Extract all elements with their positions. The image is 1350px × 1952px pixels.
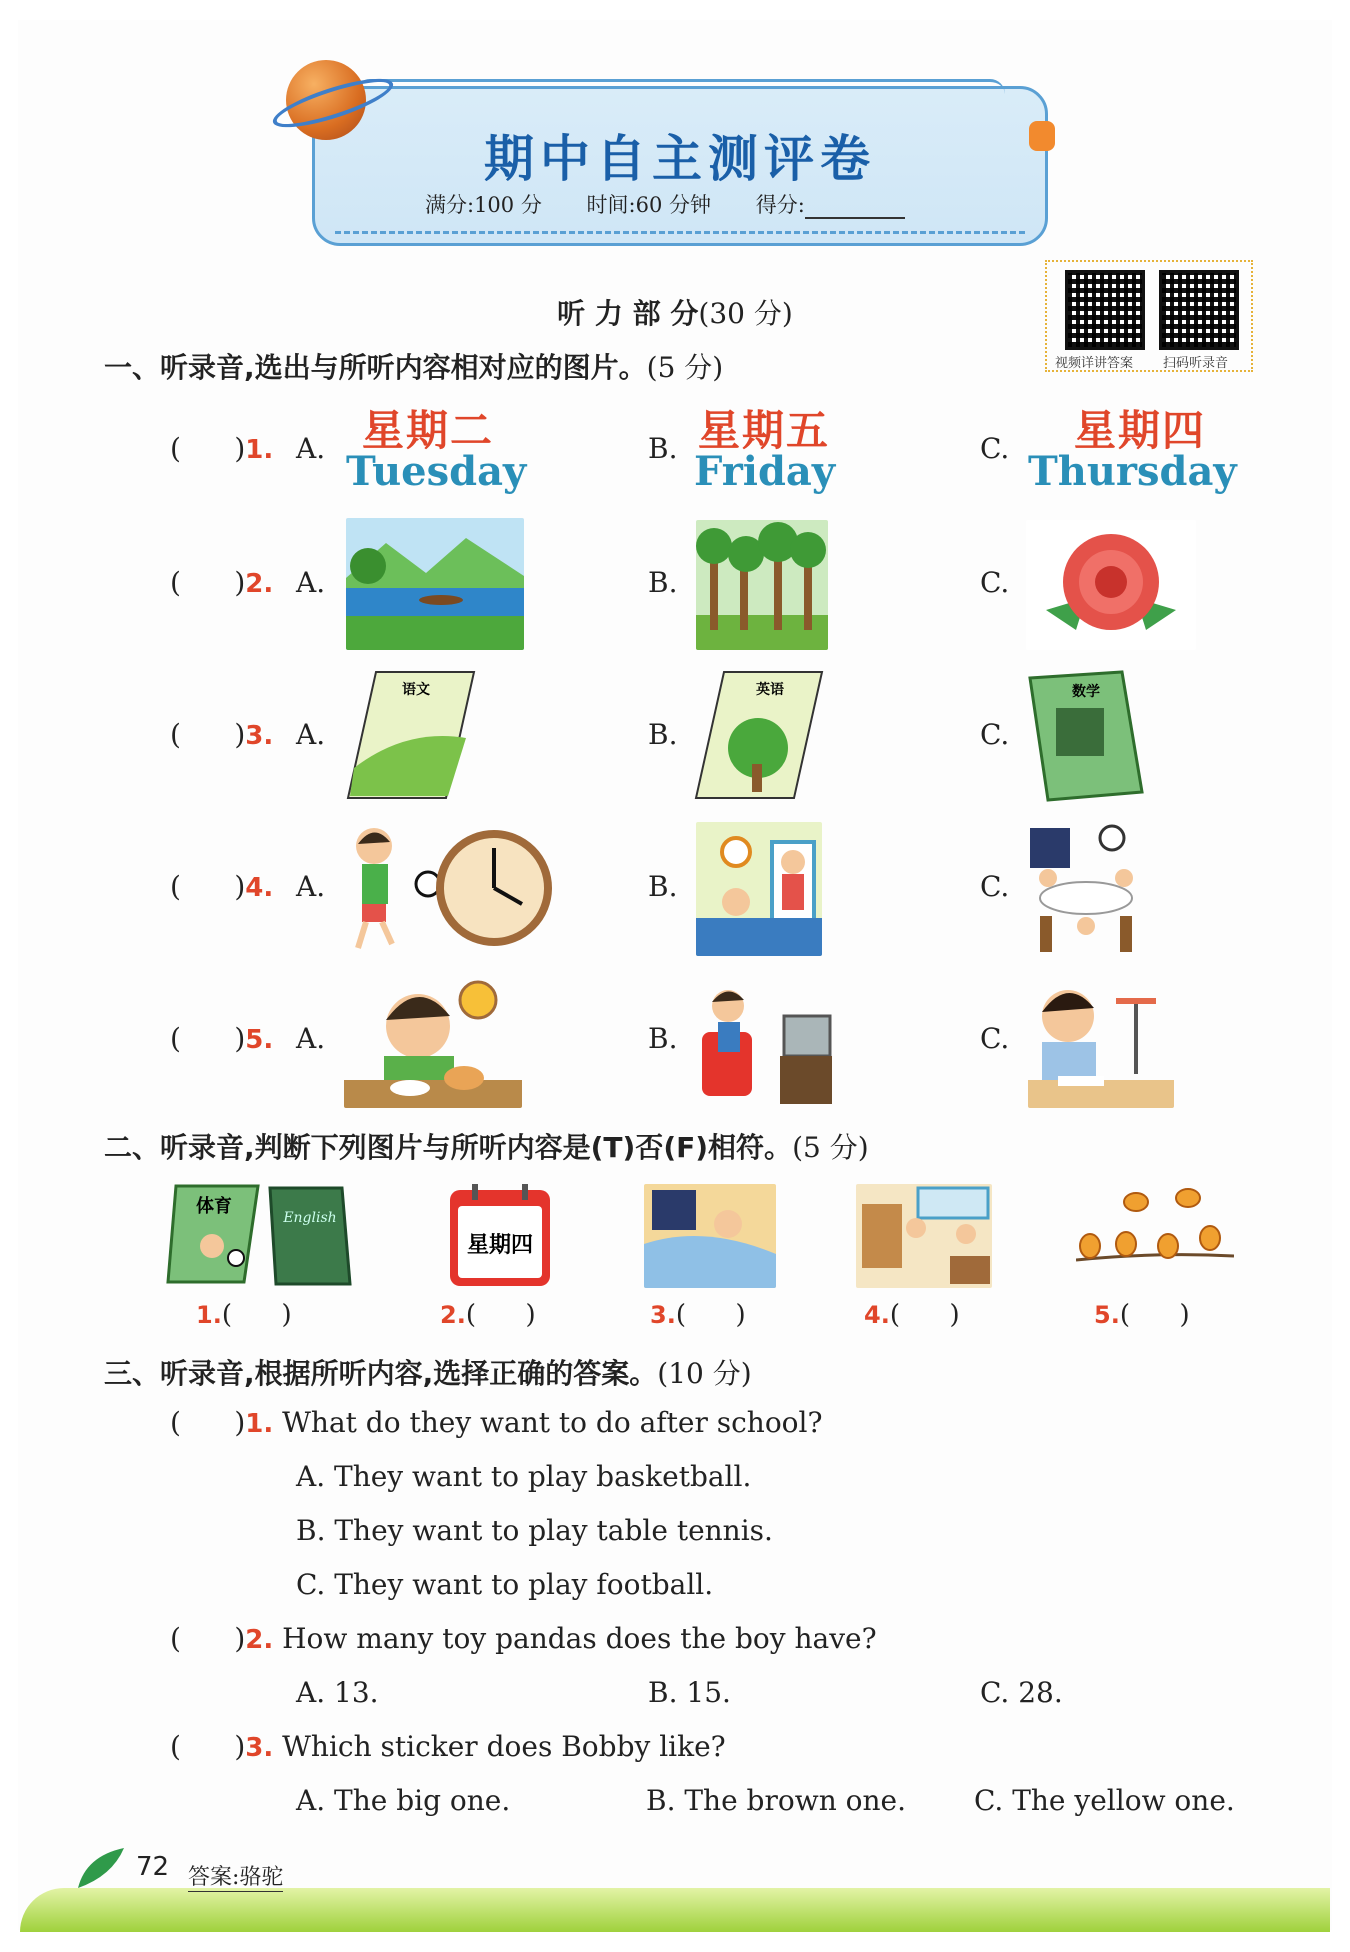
option-c-label: C. xyxy=(980,566,1010,599)
score-field xyxy=(756,193,905,217)
exam-info xyxy=(425,189,943,219)
question-text: What do they want to do after school? xyxy=(282,1406,823,1439)
option-c: C. They want to play football. xyxy=(296,1568,714,1601)
option-b: B. They want to play table tennis. xyxy=(296,1514,773,1547)
score-label: 得分: xyxy=(755,193,805,217)
boy-doing-homework-image xyxy=(1028,976,1174,1108)
day-english-c: Thursday xyxy=(1028,448,1237,495)
calendar-label: 星期四 xyxy=(466,1232,534,1258)
part1-heading xyxy=(104,346,723,386)
banner-fold xyxy=(355,79,1005,94)
day-chinese-a: 星期二 xyxy=(362,406,495,455)
boy-football-clock-image xyxy=(344,822,552,956)
section-title-text: 听 力 部 分 xyxy=(557,297,699,330)
option-b: B. 15. xyxy=(648,1676,731,1709)
answer-blank[interactable]: ( ) xyxy=(170,1406,246,1439)
option-c-label: C. xyxy=(980,1022,1010,1055)
option-c: C. 28. xyxy=(980,1676,1063,1709)
item-number: 4. xyxy=(864,1301,890,1329)
option-b: B. The brown one. xyxy=(646,1784,906,1817)
book-label-math: 数学 xyxy=(1072,684,1100,700)
english-book-image xyxy=(694,668,824,804)
part3-heading-text: 三、听录音,根据所听内容,选择正确的答案。 xyxy=(104,1357,658,1390)
part3-heading xyxy=(104,1352,752,1392)
answer-blank[interactable]: ( ) xyxy=(170,1622,246,1655)
lake-landscape-image xyxy=(346,518,524,650)
option-a-label: A. xyxy=(296,1022,326,1055)
option-c-label: C. xyxy=(980,870,1010,903)
banner-divider xyxy=(335,231,1025,234)
time-limit: 时间:60 分钟 xyxy=(586,193,712,217)
answer-blank[interactable]: 2.( ) xyxy=(440,1300,536,1330)
footer-bar xyxy=(20,1888,1330,1932)
part2-heading xyxy=(104,1126,869,1166)
boy-waking-up-image xyxy=(696,822,822,956)
qr-caption-video: 视频详讲答案 xyxy=(1055,356,1134,371)
option-a-label: A. xyxy=(296,870,326,903)
option-a: A. 13. xyxy=(296,1676,379,1709)
question-2 xyxy=(170,1622,877,1655)
option-a: A. They want to play basketball. xyxy=(296,1460,752,1493)
option-c: C. The yellow one. xyxy=(974,1784,1235,1817)
section-title xyxy=(0,292,1350,332)
answer-blank[interactable]: ( )2. xyxy=(170,566,274,599)
book-label-chinese: 语文 xyxy=(402,682,430,698)
day-chinese-c: 星期四 xyxy=(1074,406,1207,455)
option-b-label: B. xyxy=(648,432,678,465)
answer-blank[interactable]: 3.( ) xyxy=(650,1300,746,1330)
boy-eating-breakfast-image xyxy=(344,976,522,1108)
answer-blank[interactable]: ( )5. xyxy=(170,1022,274,1055)
header-banner xyxy=(312,86,1048,246)
answer-note: 答案:骆驼 xyxy=(188,1860,283,1892)
question-text: Which sticker does Bobby like? xyxy=(282,1730,726,1763)
section-points: (30 分) xyxy=(698,297,793,330)
question-number: 3. xyxy=(245,721,274,751)
page-title: 期中自主测评卷 xyxy=(484,130,876,188)
family-dinner-image xyxy=(1026,822,1146,956)
item-number: 5. xyxy=(1094,1301,1120,1329)
answer-blank[interactable]: ( ) xyxy=(170,1730,246,1763)
full-score: 满分:100 分 xyxy=(425,193,542,217)
part1-heading-text: 一、听录音,选出与所听内容相对应的图片。 xyxy=(104,351,647,384)
option-a: A. The big one. xyxy=(296,1784,511,1817)
option-c-label: C. xyxy=(980,718,1010,751)
day-chinese-b: 星期五 xyxy=(698,406,831,455)
item-number: 3. xyxy=(650,1301,676,1329)
leaf-icon xyxy=(76,1846,126,1890)
question-3 xyxy=(170,1730,726,1763)
option-b-label: B. xyxy=(648,1022,678,1055)
option-a-label: A. xyxy=(296,432,326,465)
option-a-label: A. xyxy=(296,718,326,751)
part3-points: (10 分) xyxy=(657,1357,752,1390)
part2-heading-text: 二、听录音,判断下列图片与所听内容是(T)否(F)相符。 xyxy=(104,1131,793,1164)
question-number: 5. xyxy=(245,1025,274,1055)
question-number: 2. xyxy=(245,1625,274,1655)
item-number: 1. xyxy=(196,1301,222,1329)
boy-watching-tv-image xyxy=(694,976,836,1108)
question-number: 3. xyxy=(245,1733,274,1763)
day-english-b: Friday xyxy=(694,448,836,495)
chinese-book-image xyxy=(346,668,476,804)
part2-points: (5 分) xyxy=(792,1131,869,1164)
qr-caption-audio: 扫码听录音 xyxy=(1163,356,1229,371)
item-number: 2. xyxy=(440,1301,466,1329)
question-1 xyxy=(170,1406,823,1439)
girl-sleeping-image xyxy=(644,1184,776,1288)
flower-image xyxy=(1026,520,1196,650)
score-blank[interactable] xyxy=(805,197,905,219)
forest-image xyxy=(696,520,828,650)
birds-on-branch-image xyxy=(1076,1182,1234,1290)
answer-blank[interactable]: 1.( ) xyxy=(196,1300,292,1330)
option-a-label: A. xyxy=(296,566,326,599)
option-b-label: B. xyxy=(648,870,678,903)
answer-blank[interactable]: ( )3. xyxy=(170,718,274,751)
book-label-english-part2: English xyxy=(283,1210,337,1226)
banner-tab xyxy=(1029,121,1055,151)
pe-english-books-image xyxy=(166,1182,352,1286)
part1-points: (5 分) xyxy=(646,351,724,384)
answer-blank[interactable]: ( )1. xyxy=(170,432,274,465)
math-book-image xyxy=(1026,668,1146,804)
option-c-label: C. xyxy=(980,432,1010,465)
option-b-label: B. xyxy=(648,718,678,751)
question-text: How many toy pandas does the boy have? xyxy=(282,1622,877,1655)
book-label-english: 英语 xyxy=(756,682,784,698)
question-number: 4. xyxy=(245,873,274,903)
question-number: 2. xyxy=(245,569,274,599)
day-english-a: Tuesday xyxy=(346,448,527,495)
answer-blank[interactable]: ( )4. xyxy=(170,870,274,903)
calendar-thursday-image xyxy=(448,1184,552,1288)
option-b-label: B. xyxy=(648,566,678,599)
question-number: 1. xyxy=(245,1409,274,1439)
answer-blank[interactable]: 4.( ) xyxy=(864,1300,960,1330)
book-label-pe: 体育 xyxy=(196,1196,232,1217)
children-classroom-image xyxy=(856,1184,992,1288)
answer-blank[interactable]: 5.( ) xyxy=(1094,1300,1190,1330)
page-number: 72 xyxy=(136,1852,170,1882)
question-number: 1. xyxy=(245,435,274,465)
